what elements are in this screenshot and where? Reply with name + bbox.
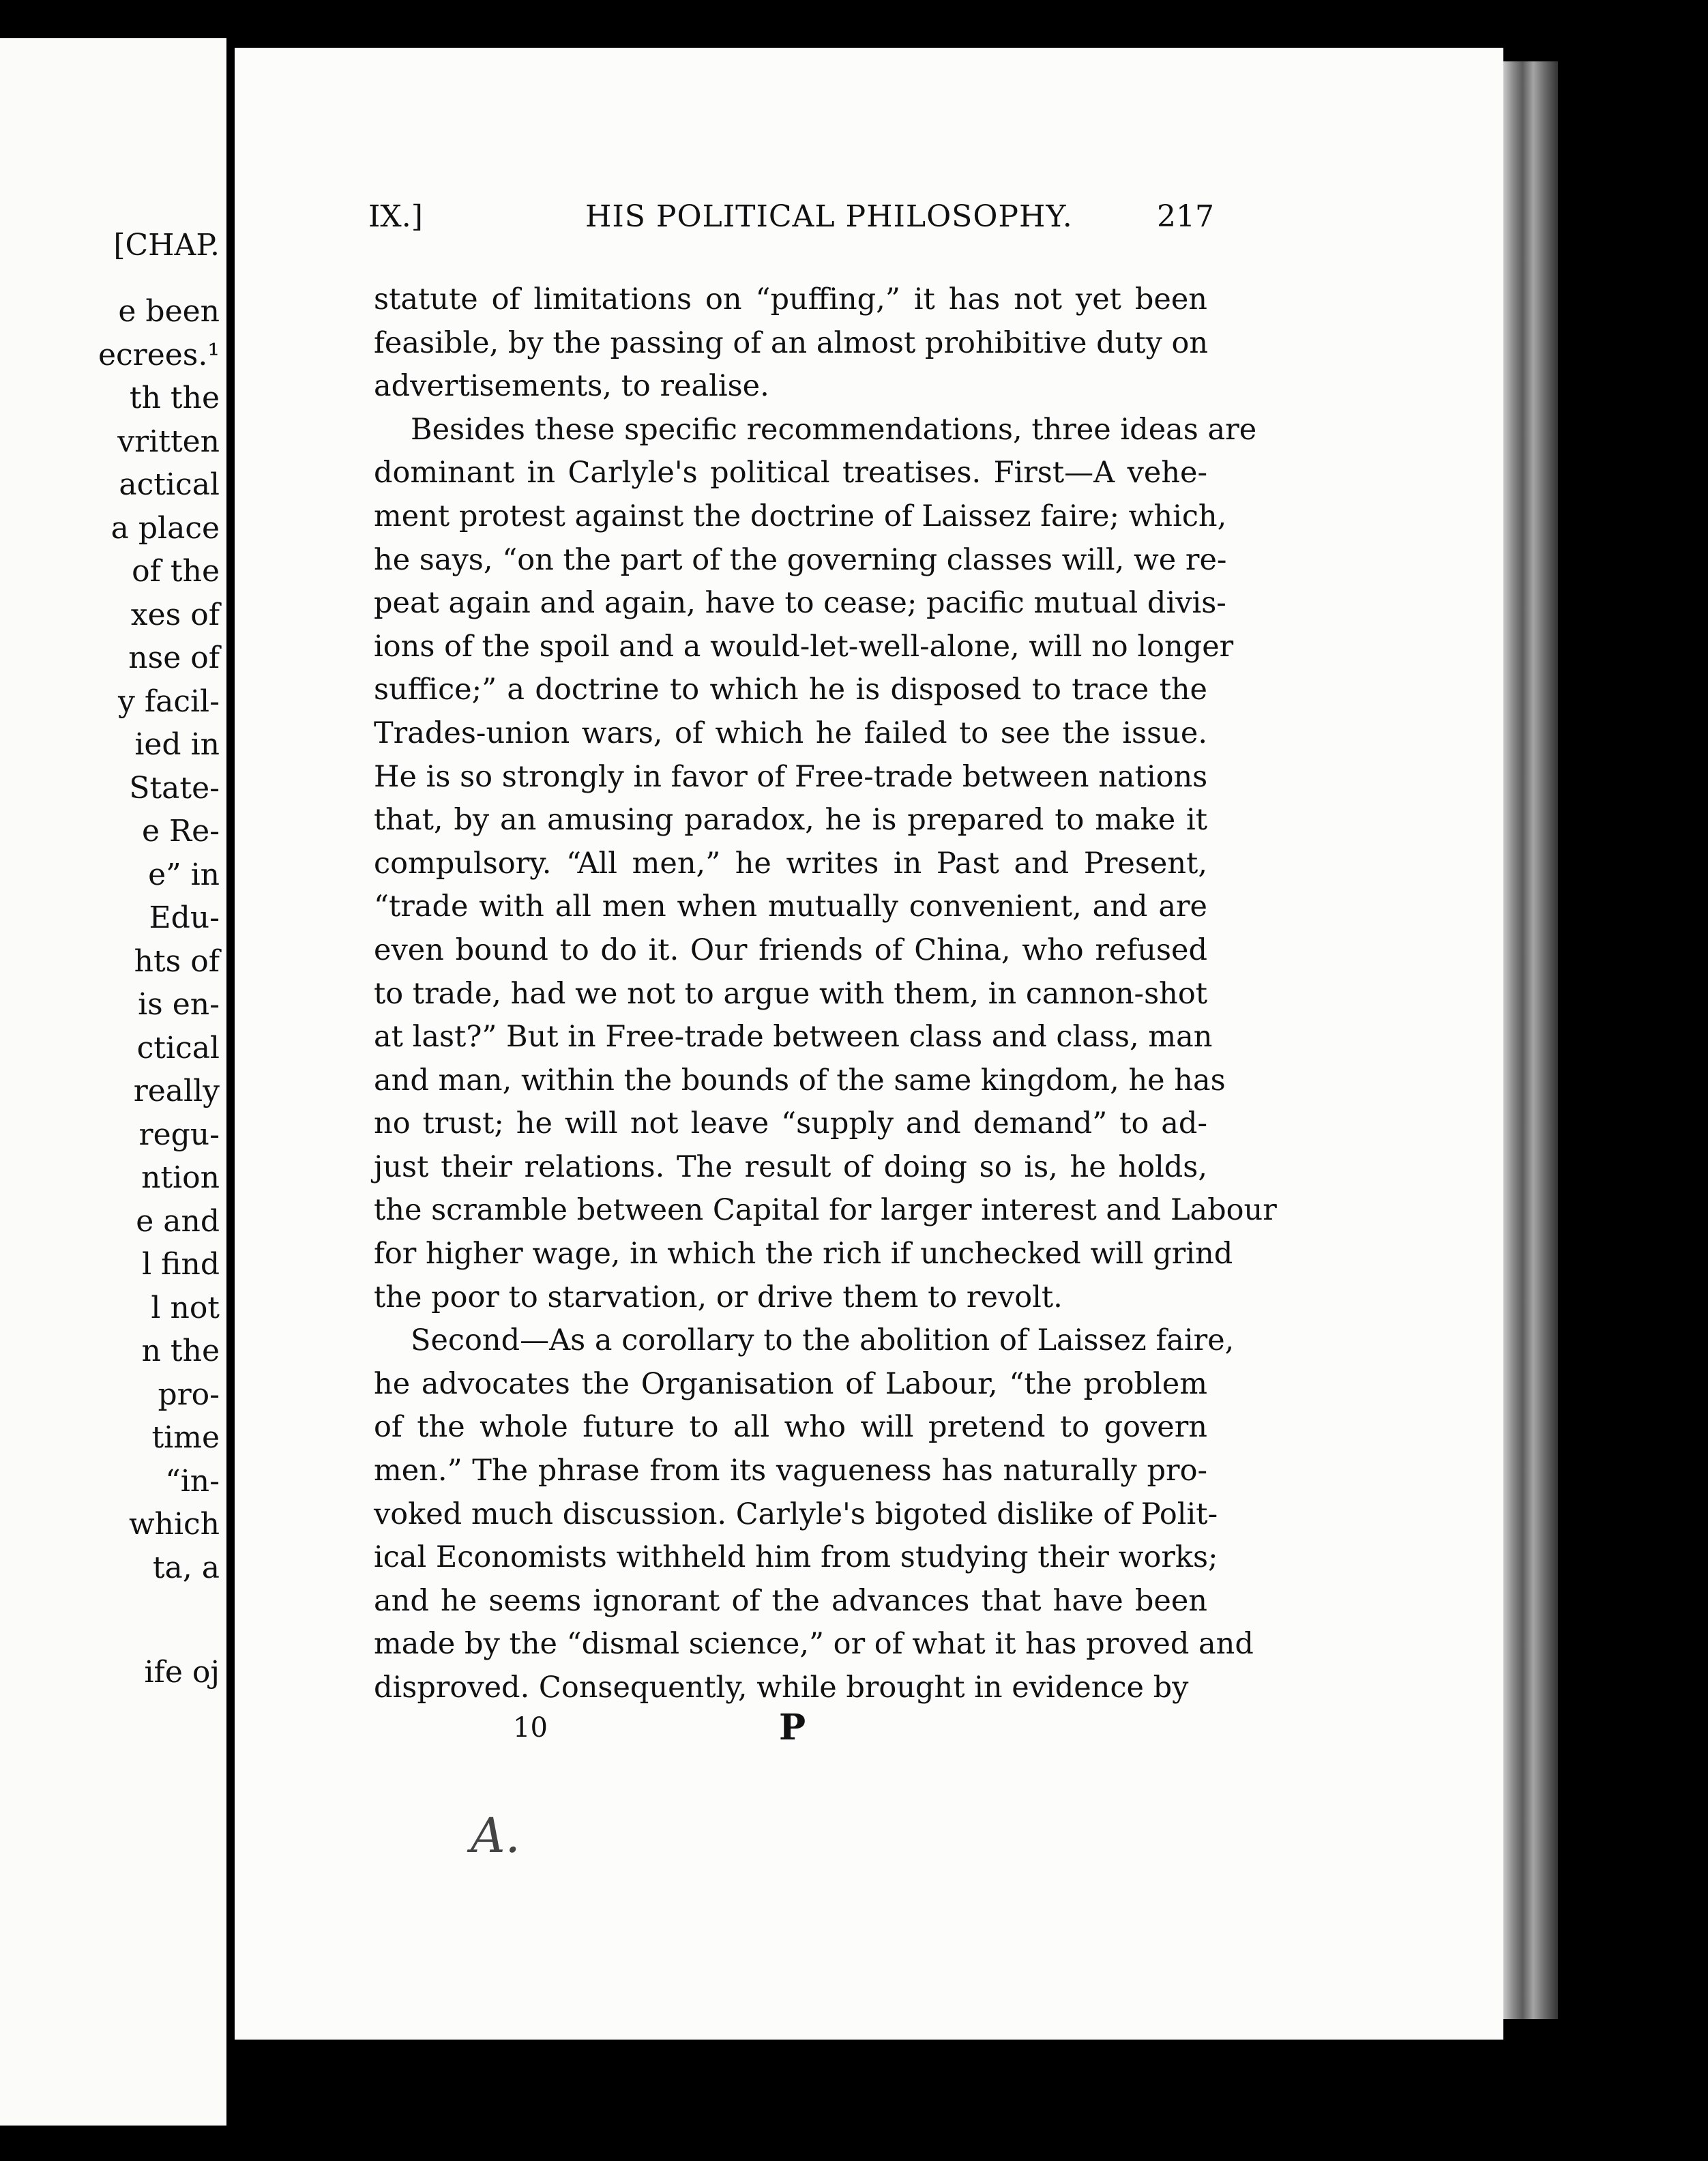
left-page-line: hts of [134,943,220,979]
text-line: He is so strongly in favor of Free-trade between nations [374,759,1208,794]
left-page-line: y facil- [117,683,220,719]
left-page-line: l not [151,1290,220,1325]
left-page-line: a place [111,510,220,546]
text-line: Trades-union wars, of which he failed to see the issue. [374,716,1207,750]
text-line: ical Economists withheld him from studying their works; [374,1540,1218,1575]
text-line: suffice;” a doctrine to which he is disposed to trace the [374,673,1207,707]
left-page-line: time [151,1420,220,1455]
text-line: he advocates the Organisation of Labour, “the problem [374,1366,1207,1401]
text-line: and he seems ignorant of the advances that have been [374,1583,1207,1618]
text-line: made by the “dismal science,” or of what it has proved and [374,1627,1254,1662]
left-page-line: ctical [136,1030,220,1065]
body-text [374,278,1277,1710]
signature-letter: P [779,1707,806,1748]
text-line: Besides these specific recommendations, three ideas are [411,412,1257,447]
left-page-line: n the [141,1334,220,1368]
left-page-line: actical [119,467,220,502]
left-page-line: of the [132,554,220,589]
left-page-line: ecrees.¹ [98,337,220,372]
left-page-line: “in- [165,1463,220,1499]
left-page-line: really [133,1074,220,1108]
book-gutter [226,38,235,2126]
left-page-line: ntion [141,1160,220,1195]
running-head [368,199,1214,247]
text-line: for higher wage, in which the rich if unchecked will grind [374,1237,1233,1271]
text-line: men.” The phrase from its vagueness has naturally pro- [374,1454,1207,1488]
left-page-line: [CHAP. [113,228,220,263]
text-line: feasible, by the passing of an almost prohibitive duty on [374,325,1209,360]
text-line: no trust; he will not leave “supply and demand” to ad- [374,1106,1207,1141]
text-line: ment protest against the doctrine of Laissez faire; which, [374,499,1227,533]
running-title: HIS POLITICAL PHILOSOPHY. [585,199,1073,234]
left-page-line: xes of [130,597,220,632]
text-line: he says, “on the part of the governing classes will, we re- [374,542,1227,577]
page-edge [1503,61,1558,2019]
left-page-line: Edu- [149,900,220,935]
left-page-line: is en- [138,987,220,1022]
text-line: peat again and again, have to cease; pacific mutual divis- [374,586,1226,621]
text-line: that, by an amusing paradox, he is prepared to make it [374,803,1207,838]
text-line: of the whole future to all who will pretend to govern [374,1410,1207,1445]
left-page-line: regu- [138,1117,220,1152]
left-page-line: e and [136,1203,220,1239]
text-line: just their relations. The result of doing so is, he holds, [374,1149,1207,1184]
text-line: to trade, had we not to argue with them, in cannon-shot [374,976,1207,1011]
left-page-line: pro- [158,1377,220,1412]
text-line: Second—As a corollary to the abolition of Laissez faire, [411,1323,1235,1358]
text-line: the scramble between Capital for larger interest and Labour [374,1193,1277,1228]
text-line: “trade with all men when mutually convenient, and are [374,890,1207,924]
text-line: statute of limitations on “puffing,” it has not yet been [374,282,1207,317]
text-line: ions of the spoil and a would-let-well-alone, will no longer [374,629,1234,664]
left-page-line: nse of [128,641,220,675]
left-page [0,38,226,2126]
text-line: advertisements, to realise. [374,369,769,404]
signature-number: 10 [513,1712,548,1744]
left-page-line: l find [142,1247,220,1282]
text-line: and man, within the bounds of the same kingdom, he has [374,1063,1226,1098]
left-page-line: ied in [134,727,220,762]
left-page-line: e Re- [141,814,220,849]
left-page-line: ife oj [144,1655,220,1690]
text-line: even bound to do it. Our friends of China, who refused [374,932,1207,967]
text-line: dominant in Carlyle's political treatises. First—A vehe- [374,456,1207,490]
text-line: at last?” But in Free-trade between class and class, man [374,1020,1213,1055]
pencil-annotation: A. [471,1808,520,1864]
text-line: disproved. Consequently, while brought in evidence by [374,1671,1189,1705]
left-page-line: vritten [117,424,220,459]
left-page-line: e been [118,294,220,329]
left-page-line: th the [129,381,220,415]
left-page-line: which [128,1507,220,1542]
left-page-line: e” in [148,857,220,892]
text-line: compulsory. “All men,” he writes in Past and Present, [374,846,1207,881]
page-number: 217 [1157,199,1214,234]
text-line: voked much discussion. Carlyle's bigoted dislike of Polit- [374,1497,1218,1531]
chapter-marker: IX.] [368,199,423,234]
text-line: the poor to starvation, or drive them to revolt. [374,1280,1063,1314]
left-page-line: ta, a [152,1550,220,1585]
left-page-line: State- [129,770,220,806]
